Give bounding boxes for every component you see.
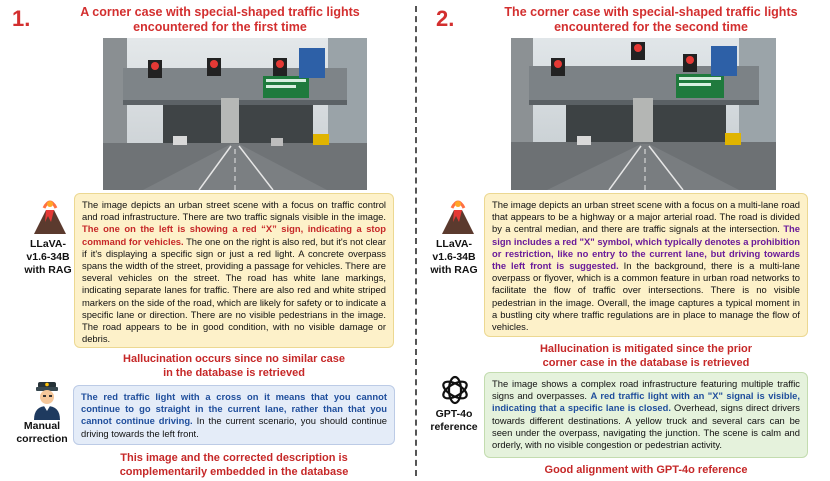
panel2-description-box: The image depicts an urban street scene with a focus on a multi-lane road that appears to be a highway or a major arterial road. The road is divided by a central median, and there are traffic signals at the intersection. The sign includes a red "X" symbol, which typically denotes a prohibition or restriction, like no entry to the current lane, but driving towards the left front is suggested. In the background, there is a multi-lane overpass or flyover, which is a common feature in urban road networks to facilitate the flow of traffic over intersections. There is no visible pedestrian in the image. Overall, the image captures a typical moment in a bustling city where traffic regulations are in place to manage the flow of vehicles. bbox=[484, 193, 808, 337]
panel1-model-label: LLaVA- v1.6-34B with RAG bbox=[24, 238, 72, 276]
gpt4o-reference-label: GPT-4o reference bbox=[430, 408, 478, 433]
manual-correction-label: Manual correction bbox=[16, 420, 68, 445]
manual-correction-box: The red traffic light with a cross on it means that you cannot continue to go straight in the current lane, rather than that you cannot continue driving. In the current scenario, you should continue driving towards the left front. bbox=[73, 385, 395, 445]
street-scene-image bbox=[103, 38, 367, 190]
panel1-description-box: The image depicts an urban street scene with a focus on traffic control and road infrastructure. There are two traffic signals visible in the image. The one on the left is showing a red “X” sign, indicating a stop command for vehicles. The one on the right is also red, but it's not clear if it's displaying a specific sign or just a red light. A concrete overpass spans the width of the street, providing a passage for vehicles. There are several vehicles on the street. The road has white lane markings, indicating separate lanes for traffic. There are also red and white striped markers on the side of the road, which are likely for safety or to indicate a specific lane or direction. There are no visible pedestrians in the image. The road appears to be in good condition, with no visible damage or debris. bbox=[74, 193, 394, 348]
panel2-alignment-caption: Good alignment with GPT-4o reference bbox=[544, 464, 748, 476]
panel2-title bbox=[490, 5, 812, 35]
panel1-number: 1. bbox=[12, 6, 31, 31]
correction-key-statement: The red traffic light with a cross on it means that you cannot continue to go straight in the current lane, rather than that you cannot continue driving. bbox=[81, 391, 387, 427]
panel1-database-caption: This image and the corrected description is complementarily embedded in the database bbox=[119, 452, 349, 478]
panel2-mitigated-caption: Hallucination is mitigated since the prior corner case in the database is retrieved bbox=[539, 343, 753, 369]
street-photo-2 bbox=[511, 38, 776, 190]
openai-logo-icon bbox=[438, 373, 472, 407]
panel1-title bbox=[70, 5, 370, 35]
panel2-corrected-claim: The sign includes a red "X" symbol, which typically denotes a prohibition or restriction, like no entry to the current lane, but driving towards the left front is suggested. bbox=[492, 223, 800, 272]
panel1-hallucination-caption: Hallucination occurs since no similar case in the database is retrieved bbox=[123, 353, 345, 379]
police-officer-icon bbox=[30, 380, 64, 420]
llava-volcano-icon-2 bbox=[438, 200, 478, 234]
panel2-model-label: LLaVA- v1.6-34B with RAG bbox=[430, 238, 478, 276]
street-photo-1 bbox=[103, 38, 367, 190]
panel1-hallucinated-claim: The one on the left is showing a red “X” sign, indicating a stop command for vehicles. bbox=[82, 223, 386, 247]
panel2-title-line1: The corner case with special-shaped traffic lights bbox=[504, 5, 798, 19]
gpt4o-reference-box: The image shows a complex road infrastructure featuring multiple traffic signs and overpasses. A red traffic light with an "X" signal is visible, indicating that a specific lane is closed. Overhead, signs direct drivers towards different destinations. A yellow truck and several cars can be seen under the overpass, navigating the junction. The scene is calm and orderly, with no visible congestion or pedestrian activity. bbox=[484, 372, 808, 458]
panel2-title-line2: encountered for the second time bbox=[554, 20, 748, 34]
panel2-number: 2. bbox=[436, 6, 455, 31]
llava-volcano-icon bbox=[30, 200, 70, 234]
street-scene-image-2 bbox=[511, 38, 776, 190]
panel1-title-line2: encountered for the first time bbox=[133, 20, 307, 34]
reference-key-statement: A red traffic light with an "X" signal is visible, indicating that a specific lane is closed. bbox=[492, 390, 801, 414]
panel1-title-line1: A corner case with special-shaped traffic lights bbox=[80, 5, 360, 19]
